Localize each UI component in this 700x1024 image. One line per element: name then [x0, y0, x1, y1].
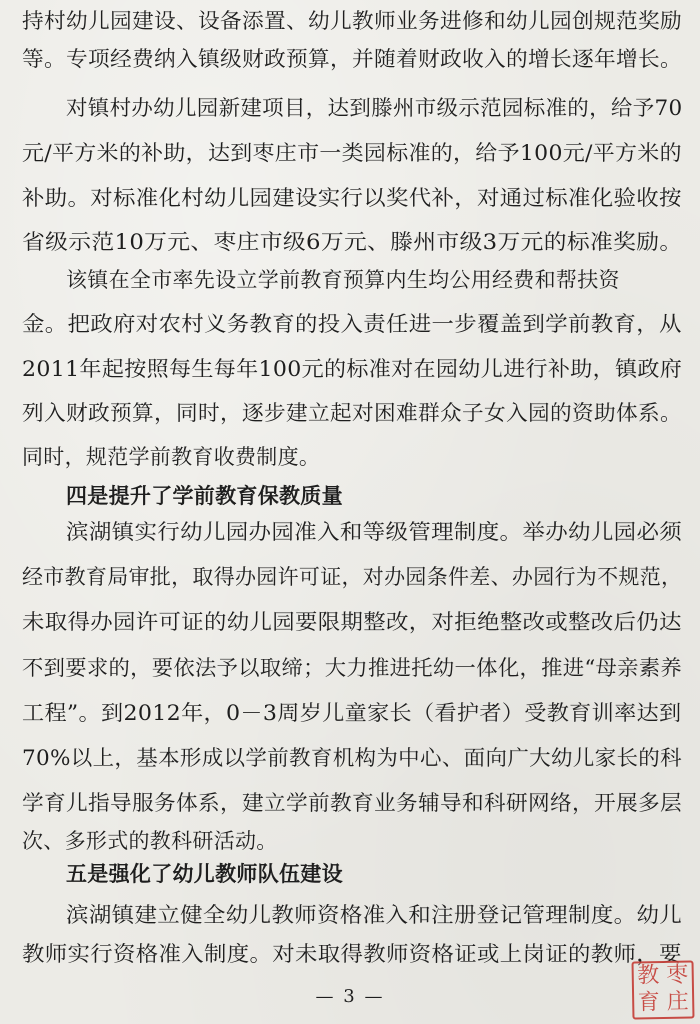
text-line: 补助。对标准化村幼儿园建设实行以奖代补，对通过标准化验收按 — [22, 186, 682, 210]
text-line: 未取得办园许可证的幼儿园要限期整改，对拒绝整改或整改后仍达 — [22, 610, 682, 634]
text-line: 次、多形式的教科研活动。 — [22, 829, 278, 853]
page-number: — 3 — — [315, 986, 385, 1007]
seal-char: 庄 — [666, 989, 689, 1015]
text-line: 学育儿指导服务体系，建立学前教育业务辅导和科研网络，开展多层 — [22, 791, 683, 815]
text-line: 经市教育局审批，取得办园许可证，对办园条件差、办园行为不规范， — [22, 565, 683, 589]
section-heading: 五是强化了幼儿教师队伍建设 — [66, 862, 343, 886]
text-line: 同时，规范学前教育收费制度。 — [22, 445, 321, 469]
text-line: 不到要求的，要依法予以取缔；大力推进托幼一体化，推进“母亲素养 — [22, 656, 683, 680]
text-line: 该镇在全市率先设立学前教育预算内生均公用经费和帮扶资 — [66, 268, 620, 292]
text-line: 对镇村办幼儿园新建项目，达到滕州市级示范园标准的，给予70 — [66, 96, 683, 120]
seal-char: 教 — [637, 963, 660, 989]
text-line: 列入财政预算，同时，逐步建立起对困难群众子女入园的资助体系。 — [22, 401, 683, 425]
text-line: 持村幼儿园建设、设备添置、幼儿教师业务进修和幼儿园创规范奖励 — [22, 9, 683, 33]
text-line: 金。把政府对农村义务教育的投入责任进一步覆盖到学前教育，从 — [22, 312, 682, 336]
seal-char: 育 — [637, 990, 660, 1016]
text-line: 70%以上，基本形成以学前教育机构为中心、面向广大幼儿家长的科 — [22, 746, 682, 770]
text-line: 2011年起按照每生每年100元的标准对在园幼儿进行补助，镇政府 — [22, 357, 683, 381]
text-line: 工程”。到2012年，0－3周岁儿童家长（看护者）受教育训率达到 — [22, 701, 682, 725]
text-line: 滨湖镇实行幼儿园办园准入和等级管理制度。举办幼儿园必须 — [66, 520, 683, 544]
text-line: 滨湖镇建立健全幼儿教师资格准入和注册登记管理制度。幼儿 — [66, 903, 683, 927]
section-heading: 四是提升了学前教育保教质量 — [66, 484, 343, 508]
text-line: 等。专项经费纳入镇级财政预算，并随着财政收入的增长逐年增长。 — [22, 47, 683, 71]
seal-char: 枣 — [666, 962, 689, 988]
watermark-seal-icon — [631, 960, 694, 1019]
text-line: 教师实行资格准入制度。对未取得教师资格证或上岗证的教师，要 — [22, 942, 682, 966]
text-line: 省级示范10万元、枣庄市级6万元、滕州市级3万元的标准奖励。 — [22, 230, 683, 254]
text-line: 元/平方米的补助，达到枣庄市一类园标准的，给予100元/平方米的 — [22, 141, 682, 165]
